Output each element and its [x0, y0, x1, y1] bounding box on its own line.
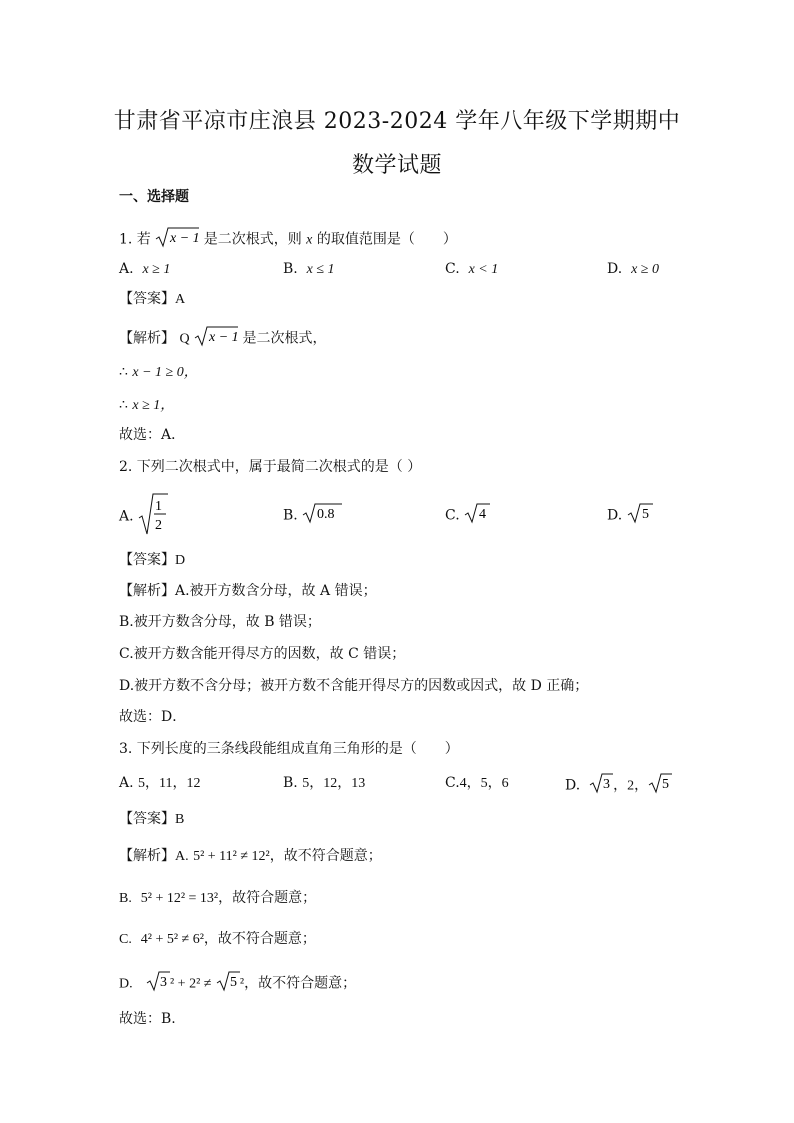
q1-step-1: ∴ x − 1 ≥ 0， — [119, 364, 198, 380]
q2-analysis-c: C.被开方数含能开得尽方的因数，故 C 错误； — [119, 646, 406, 662]
q2-answer: 【答案】D — [119, 552, 186, 568]
q2-analysis-b: B.被开方数含分母，故 B 错误； — [119, 614, 321, 630]
q3-option-c: C.4，5，6 — [445, 775, 509, 791]
svg-text:5: 5 — [662, 777, 670, 792]
svg-text:0.8: 0.8 — [317, 507, 335, 522]
q1-option-a: A. x ≥ 1 — [119, 261, 171, 277]
radical-fraction-half — [138, 492, 168, 541]
q1-stem-start: 1. 若 — [119, 231, 151, 248]
q1-option-d: D. x ≥ 0 — [607, 261, 659, 277]
q3-option-a: A. 5，11，12 — [119, 775, 201, 791]
svg-text:5: 5 — [641, 507, 649, 522]
q3-analysis-d: D. 3 ² + 2² ≠ 5 ²，故不符合题意； — [119, 970, 356, 997]
q1-stem-end: 的取值范围是（ ） — [316, 231, 457, 248]
q3-analysis-b: B. 5² + 12² = 13²，故符合题意； — [119, 890, 317, 906]
q3-option-d: D. 3 ，2， 5 — [565, 772, 672, 799]
question-2: 2. 下列二次根式中，属于最简二次根式的是（ ） — [119, 459, 422, 475]
q2-conclusion: 故选：D． — [119, 709, 187, 725]
q3-answer: 【答案】B — [119, 811, 185, 827]
q1-analysis: 【解析】 Q x − 1 是二次根式， — [119, 325, 326, 352]
q2-option-b: B. 0.8 — [283, 502, 342, 529]
q3-analysis-a: 【解析】A. 5² + 11² ≠ 12²，故不符合题意； — [119, 848, 382, 864]
q2-option-d: D. 5 — [607, 502, 653, 529]
q3-option-b: B. 5，12，13 — [283, 775, 366, 791]
q3-analysis-c: C. 4² + 5² ≠ 6²，故不符合题意； — [119, 931, 316, 947]
q3-conclusion: 故选：B. — [119, 1011, 176, 1027]
section-heading: 一、选择题 — [119, 189, 189, 205]
svg-text:x − 1: x − 1 — [209, 330, 239, 345]
question-3: 3. 下列长度的三条线段能组成直角三角形的是（ ） — [119, 741, 459, 757]
radical-x-minus-1 — [155, 226, 199, 253]
svg-text:3: 3 — [159, 975, 167, 990]
q2-option-c: C. 4 — [445, 502, 490, 529]
q2-analysis-d: D.被开方数不含分母；被开方数不含能开得尽方的因数或因式，故 D 正确； — [119, 678, 589, 694]
radicand: x − 1 — [170, 231, 200, 246]
q2-analysis-a: 【解析】A.被开方数含分母，故 A 错误； — [119, 583, 377, 599]
document-title: 甘肃省平凉市庄浪县 2023-2024 学年八年级下学期期中 — [113, 109, 681, 134]
q2-option-a: A. 1 2 — [119, 492, 168, 541]
document-subtitle: 数学试题 — [351, 153, 442, 178]
q1-stem-mid: 是二次根式，则 — [203, 231, 302, 248]
q1-conclusion: 故选：A． — [119, 427, 186, 443]
q1-option-c: C. x < 1 — [445, 261, 499, 277]
svg-text:4: 4 — [479, 507, 487, 522]
q1-option-b: B. x ≤ 1 — [283, 261, 335, 277]
q1-variable: x — [306, 232, 313, 248]
q1-step-2: ∴ x ≥ 1， — [119, 397, 175, 413]
svg-text:2: 2 — [155, 518, 163, 533]
radical-x-minus-1-analysis — [194, 325, 238, 352]
svg-text:5: 5 — [229, 975, 237, 990]
question-1 — [119, 226, 457, 253]
svg-text:1: 1 — [155, 499, 163, 514]
q1-answer: 【答案】A — [119, 291, 186, 307]
svg-text:3: 3 — [603, 777, 611, 792]
